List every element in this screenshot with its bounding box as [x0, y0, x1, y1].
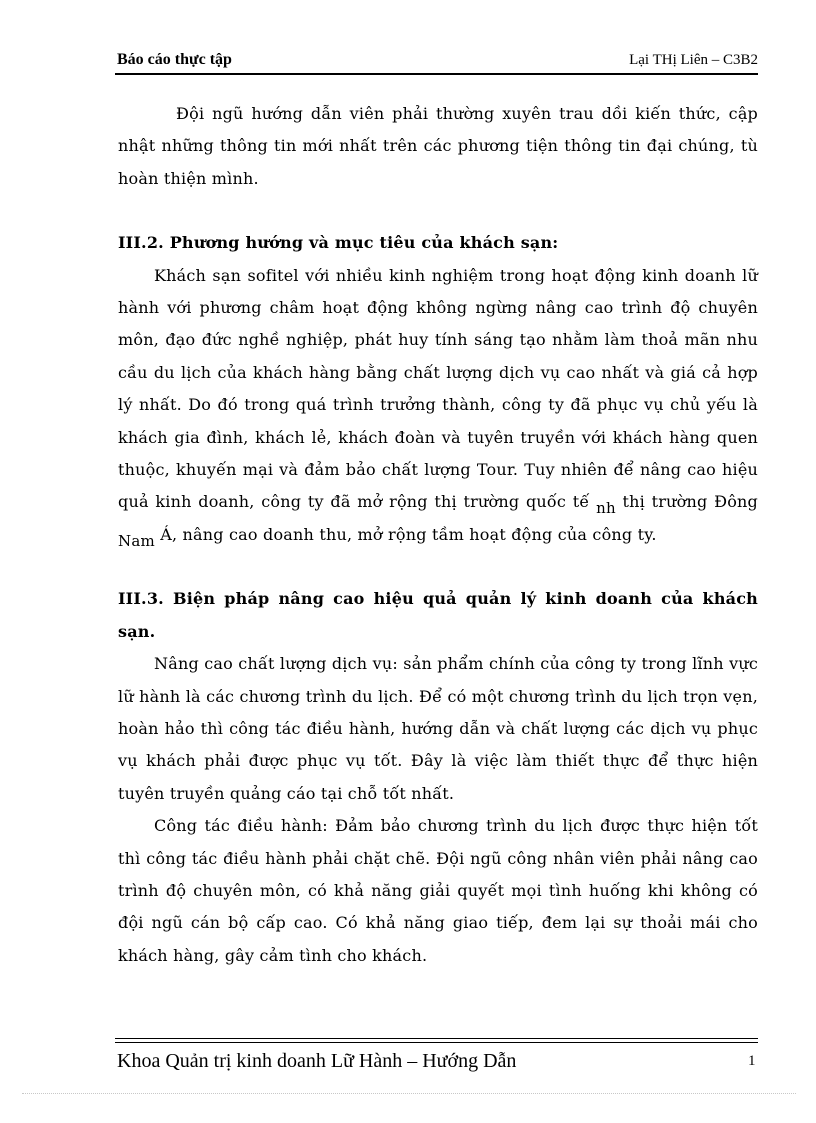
paragraph-operations: Công tác điều hành: Đảm bảo chương trình du lịch được thực hiện tốt thì công tác điều hành phải chặt chẽ. Đội ngũ công nhân viên phải nâng cao trình độ chuyên môn, có khả năng giải quyết mọi tình huống khi không có đội ngũ cán bộ cấp cao. Có khả năng giao tiếp, đem lại sự thoải mái cho khách hàng, gây cảm tình cho khách.: [118, 816, 758, 965]
paragraph-service-quality: Nâng cao chất lượng dịch vụ: sản phẩm chính của công ty trong lĩnh vực lữ hành là các chương trình du lịch. Để có một chương trình du lịch trọn vẹn, hoàn hảo thì công tác điều hành, hướng dẫn và chất lượng các dịch vụ phục vụ khách phải được phục vụ tốt. Đây là việc làm thiết thực để thực hiện tuyên truyền quảng cáo tại chỗ tốt nhất.: [118, 654, 758, 803]
paragraph-text: Khách sạn sofitel với nhiều kinh nghiệm trong hoạt động kinh doanh lữ hành với phương châm hoạt động không ngừng nâng cao trình độ chuyên môn, đạo đức nghề nghiệp, phát huy tính sáng tạo nhằm làm thoả mãn nhu cầu du lịch của khách hàng bằng chất lượng dịch vụ cao nhất và giá cả hợp lý nhất. Do đó trong quá trình trưởng thành, công ty đã phục vụ chủ yếu là khách gia đình, khách lẻ, khách đoàn và tuyên truyền với khách hàng quen thuộc, khuyến mại và đảm bảo chất lượng Tour. Tuy nhiên để nâng cao hiệu quả kinh doanh, công ty đã mở rộng thị trường quốc tế: [118, 265, 758, 512]
header-divider: [115, 73, 758, 75]
header-report-title: Báo cáo thực tập: [117, 51, 232, 68]
heading-section-3-2: III.2. Phương hướng và mục tiêu của khách sạn:: [118, 233, 559, 253]
spacer: [118, 195, 758, 227]
subscript-fragment: nh: [596, 499, 616, 518]
page-header: [115, 50, 758, 72]
header-author: Lại THị Liên – C3B2: [629, 52, 758, 68]
footer-divider-bottom: [115, 1042, 758, 1043]
heading-section-3-3: III.3. Biện pháp nâng cao hiệu quả quản lý kinh doanh của khách sạn.: [118, 589, 758, 641]
page-number: 1: [748, 1053, 756, 1069]
paragraph-text: thị trường Đông: [622, 492, 759, 512]
footer-faculty: Khoa Quản trị kinh doanh Lữ Hành – Hướng Dẫn: [117, 1050, 517, 1072]
footer-divider-top: [115, 1038, 758, 1039]
paragraph-hotel-direction: [118, 260, 758, 552]
page-boundary: [22, 1093, 796, 1094]
document-body: [118, 98, 758, 972]
paragraph-text: Á, nâng cao doanh thu, mở rộng tầm hoạt động của công ty.: [160, 524, 657, 544]
subscript-fragment: Nam: [118, 531, 155, 550]
spacer: [118, 551, 758, 583]
paragraph-guide-training: Đội ngũ hướng dẫn viên phải thường xuyên trau dồi kiến thức, cập nhật những thông tin mới nhất trên các phương tiện thông tin đại chúng, tù hoàn thiện mình.: [118, 104, 758, 188]
